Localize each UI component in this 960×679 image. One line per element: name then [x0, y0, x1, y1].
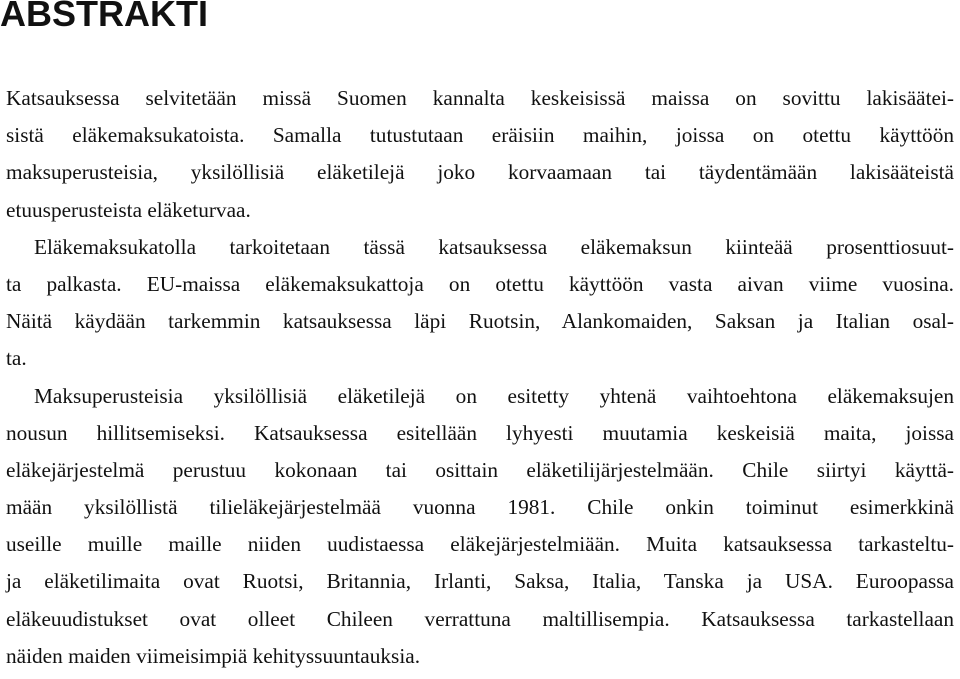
text-line-15: eläkeuudistukset ovat olleet Chileen verrattuna maltillisempia. Katsauksessa tarkastellaan [6, 606, 954, 631]
abstract-body [6, 80, 954, 675]
text-line-10: nousun hillitsemiseksi. Katsauksessa esitellään lyhyesti muutamia keskeisiä maita, joissa [6, 420, 954, 445]
text-line-4: etuusperusteista eläketurvaa. [6, 197, 251, 222]
text-line-13: useille muille maille niiden uudistaessa eläkejärjestelmiään. Muita katsauksessa tarkasteltu- [6, 532, 954, 557]
text-line-3: maksuperusteisia, yksilöllisiä eläketilejä joko korvaamaan tai täydentämään lakisääteistä [6, 160, 954, 185]
text-line-2: sistä eläkemaksukatoista. Samalla tutustutaan eräisiin maihin, joissa on otettu käyttöön [6, 123, 954, 148]
page-title: ABSTRAKTI [0, 0, 208, 34]
text-line-8: ta. [6, 346, 27, 371]
text-line-11: eläkejärjestelmä perustuu kokonaan tai osittain eläketilijärjestelmään. Chile siirtyi käyttä- [6, 457, 954, 482]
text-line-14: ja eläketilimaita ovat Ruotsi, Britannia, Irlanti, Saksa, Italia, Tanska ja USA. Euroopassa [6, 569, 954, 594]
text-line-12: mään yksilöllistä tilieläkejärjestelmää vuonna 1981. Chile onkin toiminut esimerkkinä [6, 495, 954, 520]
text-line-9: Maksuperusteisia yksilöllisiä eläketilejä on esitetty yhtenä vaihtoehtona eläkemaksujen [34, 383, 954, 408]
text-line-6: ta palkasta. EU-maissa eläkemaksukattoja on otettu käyttöön vasta aivan viime vuosina. [6, 271, 954, 296]
text-line-7: Näitä käydään tarkemmin katsauksessa läpi Ruotsin, Alankomaiden, Saksan ja Italian osal- [6, 309, 954, 334]
text-line-5: Eläkemaksukatolla tarkoitetaan tässä katsauksessa eläkemaksun kiinteää prosenttiosuut- [34, 234, 954, 259]
text-line-16: näiden maiden viimeisimpiä kehityssuuntauksia. [6, 643, 421, 668]
text-line-1: Katsauksessa selvitetään missä Suomen kannalta keskeisissä maissa on sovittu lakisäätei- [6, 86, 954, 110]
